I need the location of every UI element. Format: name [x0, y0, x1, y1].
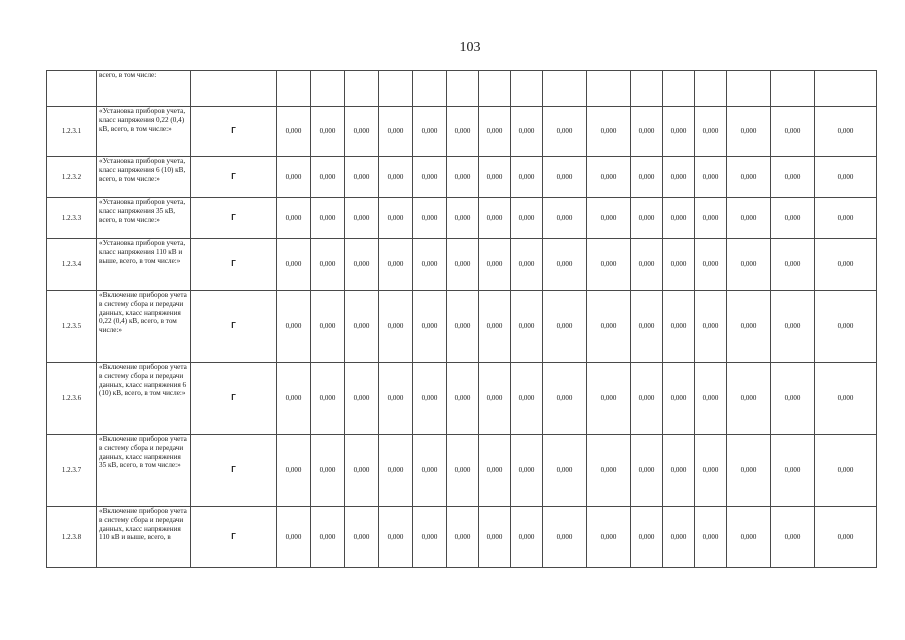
data-table [46, 70, 877, 568]
row-code: 1.2.3.6 [47, 363, 97, 435]
value-cell: 0,000 [413, 507, 447, 568]
value-cell: 0,000 [447, 291, 479, 363]
value-cell: 0,000 [695, 507, 727, 568]
value-cell: 0,000 [413, 363, 447, 435]
value-cell: 0,000 [447, 435, 479, 507]
row-unit: Г [191, 239, 277, 291]
row-description: «Включение приборов учета в систему сбора и передачи данных, класс напряжения 110 кВ и выше, всего, в [97, 507, 191, 568]
value-cell: 0,000 [479, 157, 511, 198]
table-row [47, 239, 877, 291]
value-cell [277, 71, 311, 107]
value-cell: 0,000 [345, 107, 379, 157]
value-cell: 0,000 [695, 107, 727, 157]
value-cell: 0,000 [479, 363, 511, 435]
value-cell: 0,000 [447, 363, 479, 435]
row-code: 1.2.3.4 [47, 239, 97, 291]
value-cell: 0,000 [277, 107, 311, 157]
value-cell: 0,000 [663, 507, 695, 568]
value-cell: 0,000 [727, 435, 771, 507]
value-cell: 0,000 [543, 507, 587, 568]
value-cell: 0,000 [543, 363, 587, 435]
value-cell [727, 71, 771, 107]
value-cell: 0,000 [771, 239, 815, 291]
value-cell [511, 71, 543, 107]
value-cell [379, 71, 413, 107]
value-cell: 0,000 [771, 198, 815, 239]
value-cell: 0,000 [447, 239, 479, 291]
value-cell: 0,000 [277, 507, 311, 568]
value-cell: 0,000 [771, 107, 815, 157]
value-cell: 0,000 [587, 291, 631, 363]
value-cell: 0,000 [727, 198, 771, 239]
table-row [47, 157, 877, 198]
value-cell: 0,000 [379, 239, 413, 291]
value-cell: 0,000 [311, 157, 345, 198]
value-cell [771, 71, 815, 107]
value-cell: 0,000 [447, 198, 479, 239]
value-cell: 0,000 [311, 107, 345, 157]
value-cell: 0,000 [543, 291, 587, 363]
value-cell: 0,000 [479, 435, 511, 507]
value-cell: 0,000 [413, 157, 447, 198]
value-cell: 0,000 [511, 107, 543, 157]
value-cell: 0,000 [695, 198, 727, 239]
value-cell: 0,000 [631, 291, 663, 363]
value-cell: 0,000 [277, 363, 311, 435]
row-description: «Включение приборов учета в систему сбора и передачи данных, класс напряжения 6 (10) кВ, всего, в том числе:» [97, 363, 191, 435]
row-description: «Установка приборов учета, класс напряжения 110 кВ и выше, всего, в том числе:» [97, 239, 191, 291]
value-cell: 0,000 [511, 363, 543, 435]
value-cell: 0,000 [727, 107, 771, 157]
value-cell: 0,000 [727, 507, 771, 568]
value-cell: 0,000 [311, 507, 345, 568]
value-cell: 0,000 [379, 435, 413, 507]
value-cell: 0,000 [413, 107, 447, 157]
value-cell: 0,000 [815, 157, 877, 198]
value-cell: 0,000 [413, 198, 447, 239]
value-cell: 0,000 [345, 239, 379, 291]
value-cell: 0,000 [543, 239, 587, 291]
value-cell: 0,000 [345, 291, 379, 363]
row-description: «Включение приборов учета в систему сбора и передачи данных, класс напряжения 0,22 (0,4) кВ, всего, в том числе:» [97, 291, 191, 363]
row-unit [191, 71, 277, 107]
value-cell: 0,000 [379, 507, 413, 568]
value-cell: 0,000 [663, 107, 695, 157]
value-cell: 0,000 [543, 435, 587, 507]
value-cell [311, 71, 345, 107]
value-cell: 0,000 [771, 507, 815, 568]
value-cell: 0,000 [345, 363, 379, 435]
value-cell: 0,000 [663, 239, 695, 291]
table-row [47, 198, 877, 239]
value-cell: 0,000 [815, 107, 877, 157]
row-description: всего, в том числе: [97, 71, 191, 107]
value-cell: 0,000 [587, 157, 631, 198]
row-unit: Г [191, 198, 277, 239]
value-cell: 0,000 [511, 435, 543, 507]
value-cell: 0,000 [447, 107, 479, 157]
row-unit: Г [191, 291, 277, 363]
value-cell [695, 71, 727, 107]
value-cell: 0,000 [413, 239, 447, 291]
value-cell: 0,000 [631, 507, 663, 568]
row-code: 1.2.3.3 [47, 198, 97, 239]
value-cell: 0,000 [277, 198, 311, 239]
value-cell: 0,000 [771, 291, 815, 363]
value-cell: 0,000 [345, 157, 379, 198]
value-cell: 0,000 [511, 157, 543, 198]
value-cell: 0,000 [379, 291, 413, 363]
row-description: «Установка приборов учета, класс напряжения 0,22 (0,4) кВ, всего, в том числе:» [97, 107, 191, 157]
value-cell: 0,000 [447, 157, 479, 198]
value-cell: 0,000 [727, 157, 771, 198]
row-unit: Г [191, 363, 277, 435]
value-cell: 0,000 [379, 157, 413, 198]
value-cell: 0,000 [631, 363, 663, 435]
row-code: 1.2.3.8 [47, 507, 97, 568]
value-cell: 0,000 [511, 198, 543, 239]
table-row [47, 363, 877, 435]
value-cell: 0,000 [311, 239, 345, 291]
value-cell [663, 71, 695, 107]
value-cell: 0,000 [345, 435, 379, 507]
value-cell [815, 71, 877, 107]
table-row [47, 71, 877, 107]
value-cell [587, 71, 631, 107]
table-row [47, 291, 877, 363]
value-cell: 0,000 [479, 507, 511, 568]
value-cell: 0,000 [379, 363, 413, 435]
value-cell: 0,000 [479, 291, 511, 363]
value-cell: 0,000 [479, 198, 511, 239]
value-cell: 0,000 [543, 157, 587, 198]
value-cell: 0,000 [543, 107, 587, 157]
value-cell: 0,000 [815, 435, 877, 507]
row-description: «Установка приборов учета, класс напряжения 35 кВ, всего, в том числе:» [97, 198, 191, 239]
value-cell: 0,000 [695, 435, 727, 507]
value-cell: 0,000 [815, 363, 877, 435]
value-cell [543, 71, 587, 107]
table-row [47, 507, 877, 568]
value-cell: 0,000 [511, 507, 543, 568]
value-cell: 0,000 [695, 157, 727, 198]
value-cell [479, 71, 511, 107]
value-cell: 0,000 [413, 435, 447, 507]
value-cell: 0,000 [587, 239, 631, 291]
value-cell: 0,000 [413, 291, 447, 363]
row-description: «Установка приборов учета, класс напряжения 6 (10) кВ, всего, в том числе:» [97, 157, 191, 198]
value-cell: 0,000 [727, 291, 771, 363]
value-cell: 0,000 [447, 507, 479, 568]
value-cell: 0,000 [379, 107, 413, 157]
value-cell: 0,000 [695, 291, 727, 363]
value-cell: 0,000 [631, 107, 663, 157]
value-cell: 0,000 [727, 363, 771, 435]
value-cell: 0,000 [771, 435, 815, 507]
value-cell: 0,000 [631, 239, 663, 291]
value-cell: 0,000 [771, 157, 815, 198]
value-cell: 0,000 [511, 291, 543, 363]
value-cell: 0,000 [311, 363, 345, 435]
value-cell: 0,000 [311, 291, 345, 363]
row-code: 1.2.3.2 [47, 157, 97, 198]
table-row [47, 107, 877, 157]
value-cell: 0,000 [345, 507, 379, 568]
value-cell [413, 71, 447, 107]
value-cell: 0,000 [815, 198, 877, 239]
row-unit: Г [191, 157, 277, 198]
row-unit: Г [191, 507, 277, 568]
page-number: 103 [459, 40, 481, 55]
value-cell: 0,000 [345, 198, 379, 239]
value-cell: 0,000 [311, 198, 345, 239]
value-cell: 0,000 [771, 363, 815, 435]
row-code [47, 71, 97, 107]
value-cell: 0,000 [695, 239, 727, 291]
value-cell: 0,000 [311, 435, 345, 507]
row-unit: Г [191, 107, 277, 157]
value-cell: 0,000 [277, 239, 311, 291]
value-cell: 0,000 [277, 157, 311, 198]
value-cell: 0,000 [815, 239, 877, 291]
value-cell: 0,000 [663, 291, 695, 363]
value-cell: 0,000 [587, 198, 631, 239]
value-cell: 0,000 [277, 291, 311, 363]
value-cell: 0,000 [663, 435, 695, 507]
value-cell: 0,000 [727, 239, 771, 291]
value-cell: 0,000 [587, 507, 631, 568]
value-cell: 0,000 [631, 198, 663, 239]
value-cell: 0,000 [543, 198, 587, 239]
table-row [47, 435, 877, 507]
value-cell: 0,000 [695, 363, 727, 435]
value-cell: 0,000 [277, 435, 311, 507]
value-cell: 0,000 [663, 157, 695, 198]
value-cell: 0,000 [511, 239, 543, 291]
value-cell: 0,000 [479, 107, 511, 157]
value-cell: 0,000 [663, 198, 695, 239]
value-cell [447, 71, 479, 107]
row-unit: Г [191, 435, 277, 507]
row-description: «Включение приборов учета в систему сбора и передачи данных, класс напряжения 35 кВ, всего, в том числе:» [97, 435, 191, 507]
row-code: 1.2.3.7 [47, 435, 97, 507]
value-cell: 0,000 [379, 198, 413, 239]
value-cell: 0,000 [587, 435, 631, 507]
value-cell: 0,000 [631, 435, 663, 507]
value-cell: 0,000 [663, 363, 695, 435]
value-cell [631, 71, 663, 107]
value-cell: 0,000 [479, 239, 511, 291]
value-cell: 0,000 [815, 507, 877, 568]
value-cell: 0,000 [631, 157, 663, 198]
row-code: 1.2.3.1 [47, 107, 97, 157]
value-cell [345, 71, 379, 107]
value-cell: 0,000 [815, 291, 877, 363]
value-cell: 0,000 [587, 363, 631, 435]
row-code: 1.2.3.5 [47, 291, 97, 363]
value-cell: 0,000 [587, 107, 631, 157]
